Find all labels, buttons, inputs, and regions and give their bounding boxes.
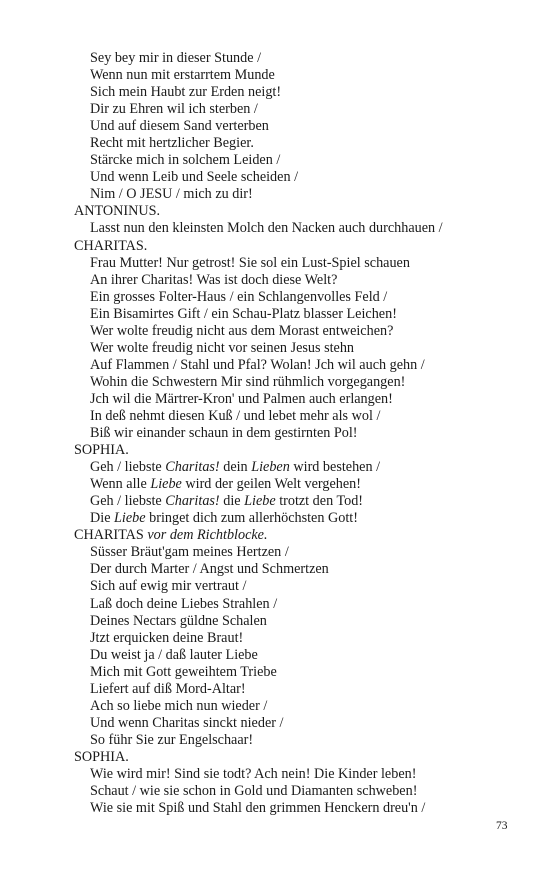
page-number: 73 [496, 820, 508, 832]
text-segment: Du weist ja / daß lauter Liebe [90, 646, 258, 663]
text-segment: bringet dich zum allerhöchsten Gott! [145, 510, 358, 527]
verse-line [74, 561, 534, 578]
verse-line [74, 391, 534, 408]
verse-line [74, 510, 534, 527]
text-segment: Sey bey mir in dieser Stunde / [90, 50, 262, 66]
text-segment: Sich mein Haubt zur Erden neigt! [90, 84, 282, 101]
verse-line [74, 135, 534, 152]
text-segment: Ein grosses Folter-Haus / ein Schlangenvolles Feld / [90, 288, 388, 305]
text-segment: In deß nehmt diesen Kuß / und lebet mehr als wol / [90, 407, 381, 424]
italic-text: Lieben [251, 459, 290, 476]
italic-text: Charitas! [165, 493, 220, 510]
text-segment: ANTONINUS. [74, 203, 161, 220]
text-segment: CHARITAS. [74, 237, 148, 254]
text-segment: wird der geilen Welt vergehen! [181, 476, 362, 493]
verse-line [74, 800, 534, 817]
italic-text: vor dem Richtblocke. [147, 527, 268, 544]
speaker-name [74, 749, 534, 766]
text-segment: An ihrer Charitas! Was ist doch diese Welt? [90, 271, 338, 288]
verse-line [74, 647, 534, 664]
text-segment: Wer wolte freudig nicht aus dem Morast entweichen? [90, 322, 394, 339]
verse-line [74, 698, 534, 715]
verse-line [74, 186, 534, 203]
play-text [74, 50, 534, 817]
verse-line [74, 374, 534, 391]
verse-line [74, 306, 534, 323]
text-segment: Wenn alle [90, 476, 151, 493]
text-segment: Ach so liebe mich nun wieder / [90, 697, 268, 714]
text-segment: Sich auf ewig mir vertraut / [90, 578, 247, 595]
text-segment: Geh / liebste [90, 493, 166, 510]
italic-text: Liebe [114, 510, 146, 527]
verse-line [74, 715, 534, 732]
italic-text: Liebe [244, 493, 276, 510]
verse-line [74, 408, 534, 425]
verse-line [74, 732, 534, 749]
verse-line [74, 596, 534, 613]
text-segment: Wohin die Schwestern Mir sind rühmlich vorgegangen! [90, 373, 406, 390]
verse-line [74, 766, 534, 783]
text-segment: Wie wird mir! Sind sie todt? Ach nein! Die Kinder leben! [90, 765, 417, 782]
verse-line [74, 84, 534, 101]
verse-line [74, 493, 534, 510]
verse-line [74, 323, 534, 340]
text-segment: dein [219, 459, 252, 476]
verse-line [74, 459, 534, 476]
verse-line [74, 681, 534, 698]
text-segment: die [219, 493, 245, 510]
verse-line [74, 220, 534, 237]
verse-line [74, 544, 534, 561]
text-segment: trotzt den Tod! [275, 493, 364, 510]
speaker-name [74, 238, 534, 255]
text-segment: Wer wolte freudig nicht vor seinen Jesus stehn [90, 339, 355, 356]
verse-line [74, 340, 534, 357]
verse-line [74, 664, 534, 681]
text-segment: SOPHIA. [74, 748, 129, 765]
text-segment: Dir zu Ehren wil ich sterben / [90, 101, 258, 118]
text-segment: So führ Sie zur Engelschaar! [90, 731, 254, 748]
text-segment: Laß doch deine Liebes Strahlen / [90, 595, 278, 612]
verse-line [74, 613, 534, 630]
verse-line [74, 357, 534, 374]
text-segment: Recht mit hertzlicher Begier. [90, 135, 254, 152]
verse-line [74, 67, 534, 84]
verse-line [74, 476, 534, 493]
text-segment: Auf Flammen / Stahl und Pfal? Wolan! Jch wil auch gehn / [90, 356, 425, 373]
text-segment: Frau Mutter! Nur getrost! Sie sol ein Lust-Spiel schauen [90, 254, 410, 271]
verse-line [74, 425, 534, 442]
text-segment: Und auf diesem Sand verterben [90, 118, 269, 135]
text-segment: Und wenn Leib und Seele scheiden / [90, 169, 299, 186]
text-segment: Deines Nectars güldne Schalen [90, 612, 267, 629]
text-segment: Jtzt erquicken deine Braut! [90, 629, 244, 646]
verse-line [74, 152, 534, 169]
text-segment: Schaut / wie sie schon in Gold und Diamanten schweben! [90, 783, 418, 800]
text-segment: Wenn nun mit erstarrtem Munde [90, 67, 275, 84]
speaker-name [74, 442, 534, 459]
text-segment: Liefert auf diß Mord-Altar! [90, 680, 246, 697]
verse-line [74, 578, 534, 595]
verse-line [74, 169, 534, 186]
text-segment: Stärcke mich in solchem Leiden / [90, 152, 281, 169]
text-segment: Die [90, 510, 115, 527]
text-segment: Geh / liebste [90, 459, 166, 476]
text-segment: Ein Bisamirtes Gift / ein Schau-Platz blasser Leichen! [90, 305, 397, 322]
text-segment: Nim / O JESU / mich zu dir! [90, 186, 253, 203]
text-segment: SOPHIA. [74, 442, 129, 459]
text-segment: wird bestehen / [289, 459, 381, 476]
text-segment: Lasst nun den kleinsten Molch den Nacken auch durchhauen / [90, 220, 443, 237]
speaker-name [74, 527, 534, 544]
text-segment: Jch wil die Märtrer-Kron' und Palmen auch erlangen! [90, 390, 393, 407]
verse-line [74, 630, 534, 647]
text-segment: Süsser Bräut'gam meines Hertzen / [90, 544, 289, 561]
text-segment: Biß wir einander schaun in dem gestirnten Pol! [90, 425, 358, 442]
verse-line [74, 101, 534, 118]
verse-line [74, 783, 534, 800]
text-segment: Und wenn Charitas sinckt nieder / [90, 714, 284, 731]
speaker-name [74, 203, 534, 220]
verse-line [74, 255, 534, 272]
italic-text: Liebe [150, 476, 182, 493]
text-segment: Wie sie mit Spiß und Stahl den grimmen Henckern dreu'n / [90, 800, 426, 817]
verse-line [74, 289, 534, 306]
verse-line [74, 50, 534, 67]
italic-text: Charitas! [165, 459, 220, 476]
verse-line [74, 118, 534, 135]
text-segment: CHARITAS [74, 527, 148, 544]
text-segment: Der durch Marter / Angst und Schmertzen [90, 561, 329, 578]
text-segment: Mich mit Gott geweihtem Triebe [90, 663, 277, 680]
verse-line [74, 272, 534, 289]
